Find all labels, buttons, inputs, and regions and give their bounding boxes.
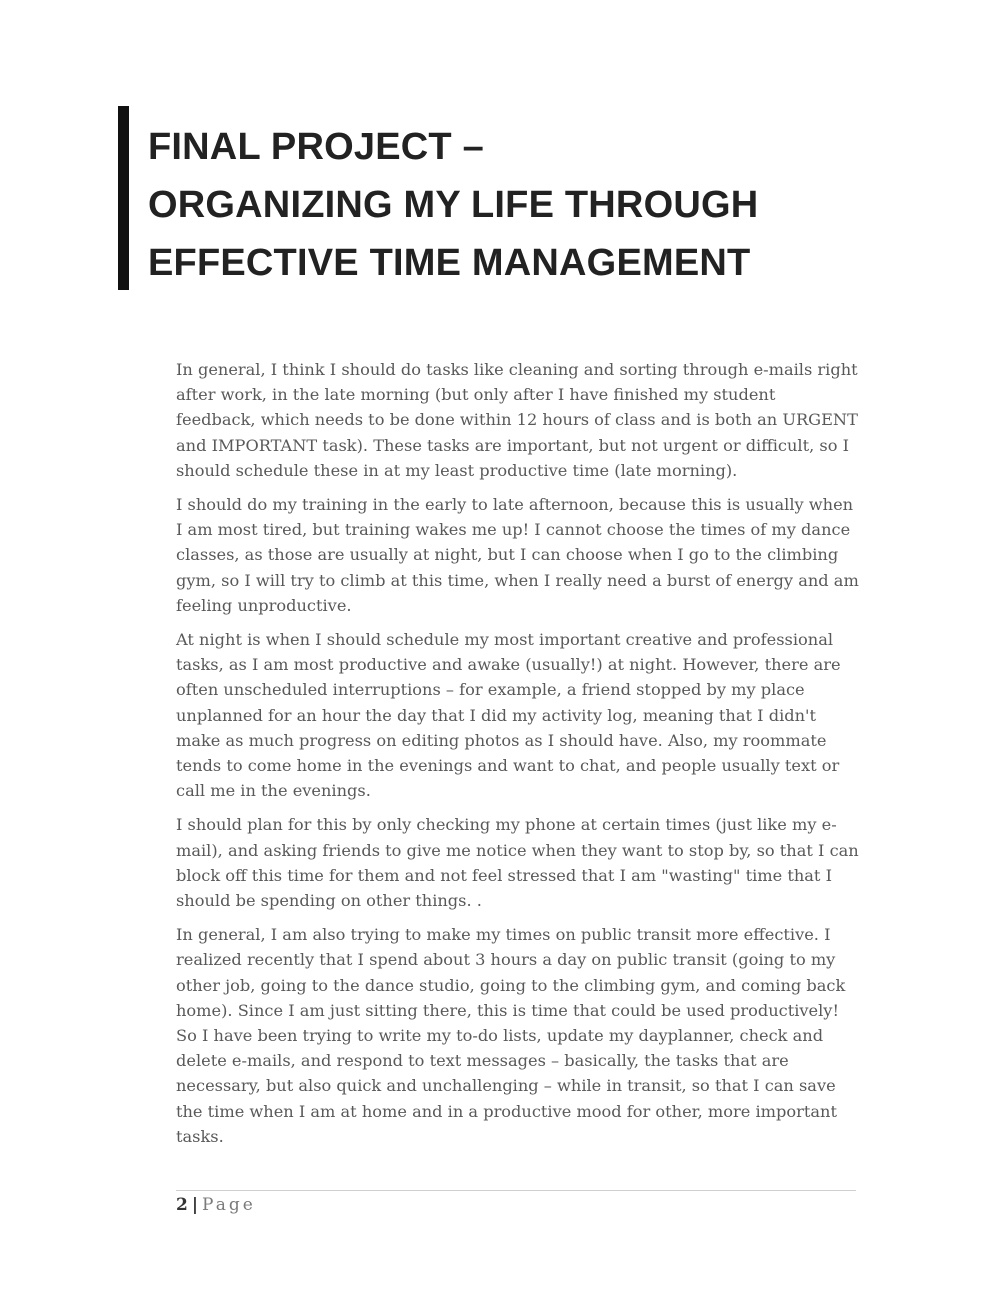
title-accent-bar: [118, 106, 129, 290]
paragraph: In general, I am also trying to make my times on public transit more effective. I realized recently that I spend about 3 hours a day on public transit (going to my other job, going to the dance studio, going to the climbing gym, and coming back home). Since I am just sitting there, this is time that could be used productively! So I have been trying to write my to-do lists, update my dayplanner, check and delete e-mails, and respond to text messages – basically, the tasks that are necessary, but also quick and unchallenging – while in transit, so that I can save the time when I am at home and in a productive mood for other, more important tasks.: [176, 925, 846, 1146]
paragraph: I should do my training in the early to late afternoon, because this is usually when I am most tired, but training wakes me up! I cannot choose the times of my dance classes, as those are usually at night, but I can choose when I go to the climbing gym, so I will try to climb at this time, when I really need a burst of energy and am feeling unproductive.: [176, 495, 859, 615]
page-label: Page: [202, 1195, 256, 1215]
title-line-1: FINAL PROJECT –: [148, 126, 484, 168]
paragraph: I should plan for this by only checking my phone at certain times (just like my e-mail), and asking friends to give me notice when they want to stop by, so that I can block off this time for them and not feel stressed that I am "wasting" time that I should be spending on other things. .: [176, 815, 859, 911]
title-line-2: ORGANIZING MY LIFE THROUGH: [148, 184, 759, 226]
title-line-3: EFFECTIVE TIME MANAGEMENT: [148, 242, 751, 284]
page-number: 2: [176, 1195, 188, 1215]
footer-separator: |: [191, 1195, 199, 1215]
paragraph: At night is when I should schedule my most important creative and professional tasks, as I am most productive and awake (usually!) at night. However, there are often unscheduled interruptions – for example, a friend stopped by my place unplanned for an hour the day that I did my activity log, meaning that I didn't make as much progress on editing photos as I should have. Also, my roommate tends to come home in the evenings and want to chat, and people usually text or call me in the evenings.: [176, 630, 841, 801]
page-footer: [176, 1194, 256, 1216]
document-body: [176, 357, 860, 1158]
page-title: [148, 118, 908, 292]
paragraph: In general, I think I should do tasks like cleaning and sorting through e-mails right after work, in the late morning (but only after I have finished my student feedback, which needs to be done within 12 hours of class and is both an URGENT and IMPORTANT task). These tasks are important, but not urgent or difficult, so I should schedule these in at my least productive time (late morning).: [176, 360, 858, 480]
footer-divider: [176, 1190, 856, 1191]
